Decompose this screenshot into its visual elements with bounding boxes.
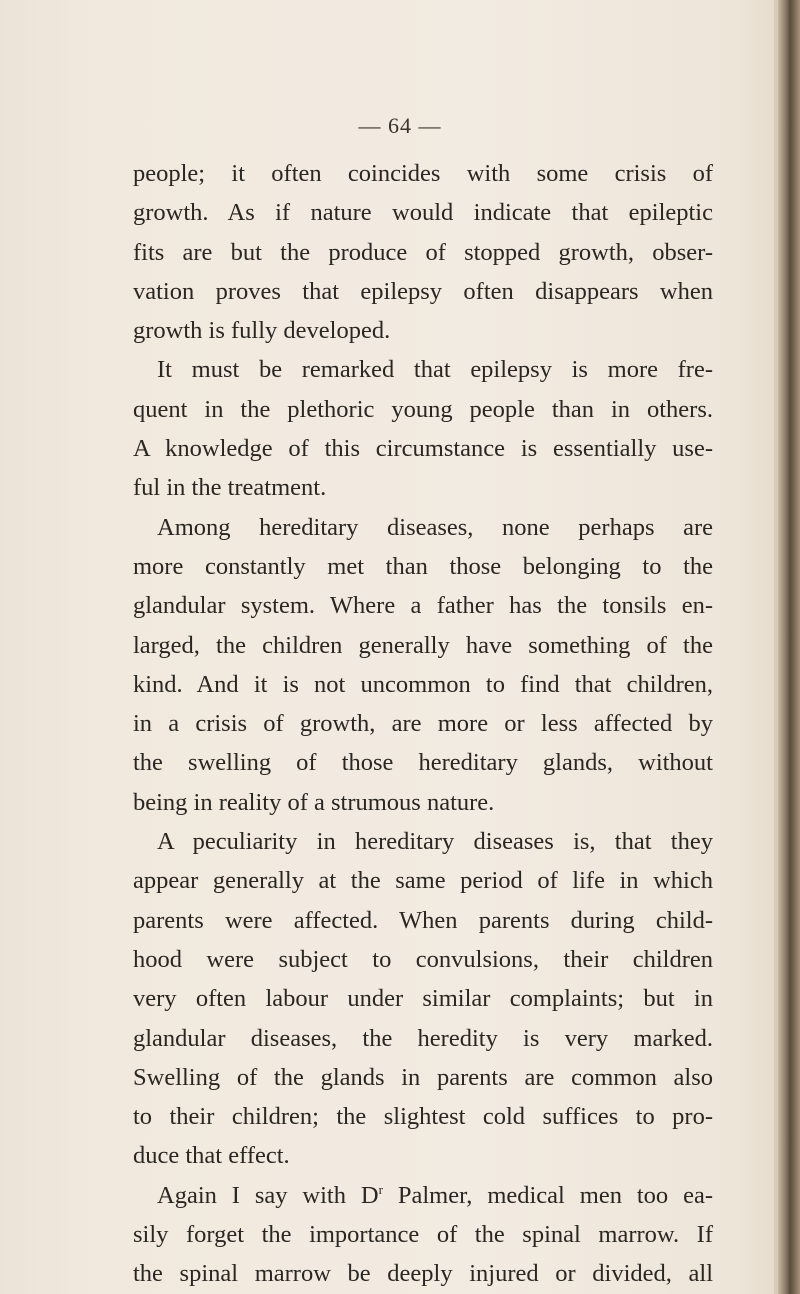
text-line-27 xyxy=(133,1176,713,1215)
text-line-8: A knowledge of this circumstance is essentially use- xyxy=(133,435,713,463)
text-line-6: It must be remarked that epilepsy is more fre- xyxy=(157,356,713,384)
text-line-27-start: Again I say with D xyxy=(157,1181,379,1209)
text-line-15: in a crisis of growth, are more or less affected by xyxy=(133,710,713,738)
text-line-17: being in reality of a strumous nature. xyxy=(133,788,495,816)
text-line-4: vation proves that epilepsy often disappears when xyxy=(133,277,713,305)
text-line-28: sily forget the importance of the spinal marrow. If xyxy=(133,1221,713,1249)
text-line-20: parents were affected. When parents during child- xyxy=(133,906,713,934)
text-line-3: fits are but the produce of stopped growth, obser- xyxy=(133,238,713,266)
text-line-25: to their children; the slightest cold suffices to pro- xyxy=(133,1103,713,1131)
text-line-9: ful in the treatment. xyxy=(133,474,327,502)
text-line-12: glandular system. Where a father has the tonsils en- xyxy=(133,592,713,620)
text-line-29: the spinal marrow be deeply injured or divided, all xyxy=(133,1260,713,1288)
text-line-26: duce that effect. xyxy=(133,1142,290,1170)
page-number: — 64 — xyxy=(358,113,442,138)
text-line-13: larged, the children generally have something of the xyxy=(133,631,713,659)
text-line-22: very often labour under similar complaints; but in xyxy=(133,985,713,1013)
text-line-27-end: Palmer, medical men too ea- xyxy=(382,1181,713,1209)
body-text xyxy=(133,154,713,1294)
text-line-24: Swelling of the glands in parents are common also xyxy=(133,1063,713,1091)
text-line-18: A peculiarity in hereditary diseases is, that they xyxy=(157,828,713,856)
text-line-1: people; it often coincides with some crisis of xyxy=(133,160,713,187)
text-line-7: quent in the plethoric young people than in others. xyxy=(133,395,713,423)
superscript-r: r xyxy=(378,1181,383,1197)
text-line-19: appear generally at the same period of life in which xyxy=(133,867,713,895)
text-line-14: kind. And it is not uncommon to find that children, xyxy=(133,670,713,698)
text-line-21: hood were subject to convulsions, their children xyxy=(133,945,713,973)
text-line-2: growth. As if nature would indicate that epileptic xyxy=(133,199,713,227)
text-line-23: glandular diseases, the heredity is very marked. xyxy=(133,1024,713,1052)
text-line-5: growth is fully developed. xyxy=(133,317,391,345)
text-line-16: the swelling of those hereditary glands, without xyxy=(133,749,713,777)
book-gutter xyxy=(778,0,800,1294)
text-line-10: Among hereditary diseases, none perhaps are xyxy=(157,513,713,541)
text-line-11: more constantly met than those belonging to the xyxy=(133,552,713,580)
